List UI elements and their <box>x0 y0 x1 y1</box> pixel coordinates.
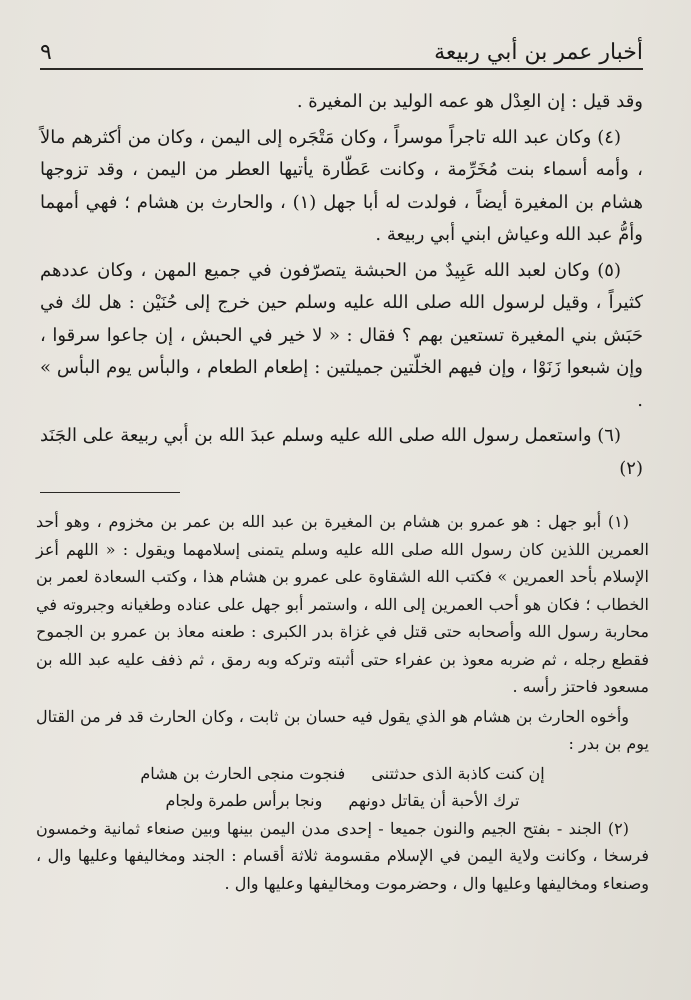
footnotes <box>36 508 649 899</box>
footnote-1-continued: وأخوه الحارث بن هشام هو الذي يقول فيه حسان بن ثابت ، وكان الحارث قد فر من القتال يوم بن بدر : <box>36 706 649 753</box>
poem-hemistich: إن كنت كاذبة الذى حدثتنى <box>371 763 545 783</box>
paragraph-4: (٤) وكان عبد الله تاجراً موسراً ، وكان مَتْجَره إلى اليمن ، وكان من أكثرهم مالاً ، وأمه أسماء بنت مُخَرِّمة ، وكانت عَطّارة يأتيها العطر من اليمن ، وقد تزوجها هشام بن المغيرة أيضاً ، فولدت له أبا جهل (١) ، والحارث بن هشام ؛ فهي أمهما وأمُّ عبد الله وعياش ابني أبي ربيعة . <box>40 126 643 245</box>
poem-hemistich: فنجوت منجى الحارث بن هشام <box>140 763 346 783</box>
page-header <box>40 36 643 70</box>
paragraph-5: (٥) وكان لعبد الله عَبِيدٌ من الحبشة يتصرّفون في جميع المهن ، وكان عددهم كثيراً ، وقيل لرسول الله صلى الله عليه وسلم حين خرج إلى حُنَيْن : هل لك في حَبَش بني المغيرة تستعين بهم ؟ فقال : « لا خير في الحبش ، إن جاعوا سرقوا ، وإن شبعوا زَنَوْا ، وإن فيهم الخلّتين جميلتين : إطعام الطعام ، والبأس يوم البأس » . <box>40 259 643 411</box>
page-number: ٩ <box>40 40 52 65</box>
footnote-divider <box>40 492 180 493</box>
paragraph-6: (٦) واستعمل رسول الله صلى الله عليه وسلم عبدَ الله بن أبي ربيعة على الجَنَد (٢) <box>40 425 643 479</box>
footnote-2: (٢) الجند - بفتح الجيم والنون جميعا - إحدى مدن اليمن بينها وبين صنعاء ثمانية وخمسون فرسخا ، وكانت ولاية اليمن في الإسلام مقسومة ثلاثة أقسام : الجند ومخاليفها وعليها وال ، وصنعاء ومخاليفها وعليها وال ، وحضرموت ومخاليفها وعليها وال . <box>36 818 649 893</box>
poem-hemistich: ترك الأحبة أن يقاتل دونهم <box>348 791 520 810</box>
poem-verse <box>36 760 649 788</box>
poem-hemistich: ونجا برأس طمرة ولجام <box>165 791 323 810</box>
paragraph-3-end: وقد قيل : إن العِدْل هو عمه الوليد بن المغيرة . <box>296 91 643 112</box>
running-title: أخبار عمر بن أبي ربيعة <box>434 40 643 65</box>
footnote-1: (١) أبو جهل : هو عمرو بن هشام بن المغيرة بن عبد الله بن عمر بن مخزوم ، وهو أحد العمرين اللذين كان رسول الله صلى الله عليه وسلم يتمنى إسلامهما ويقول : « اللهم أعز الإسلام بأحد العمرين » فكتب الله الشقاوة على عمرو بن هشام هذا ، وكتب السعادة لعمر بن الخطاب ؛ فكان هو أحب العمرين إلى الله ، واستمر أبو جهل على عناده وطغيانه وجبروته في محاربة رسول الله وأصحابه حتى قتل في غزاة بدر الكبرى : طعنه معاذ بن عمرو بن الجموح فقطع رجله ، ثم ضربه معوذ بن عفراء حتى أثبته وتركه وبه رمق ، ثم ذفف عليه عبد الله بن مسعود فاحتز رأسه . <box>36 512 650 696</box>
main-text <box>40 86 643 488</box>
poem <box>36 760 649 815</box>
poem-verse <box>36 787 649 815</box>
